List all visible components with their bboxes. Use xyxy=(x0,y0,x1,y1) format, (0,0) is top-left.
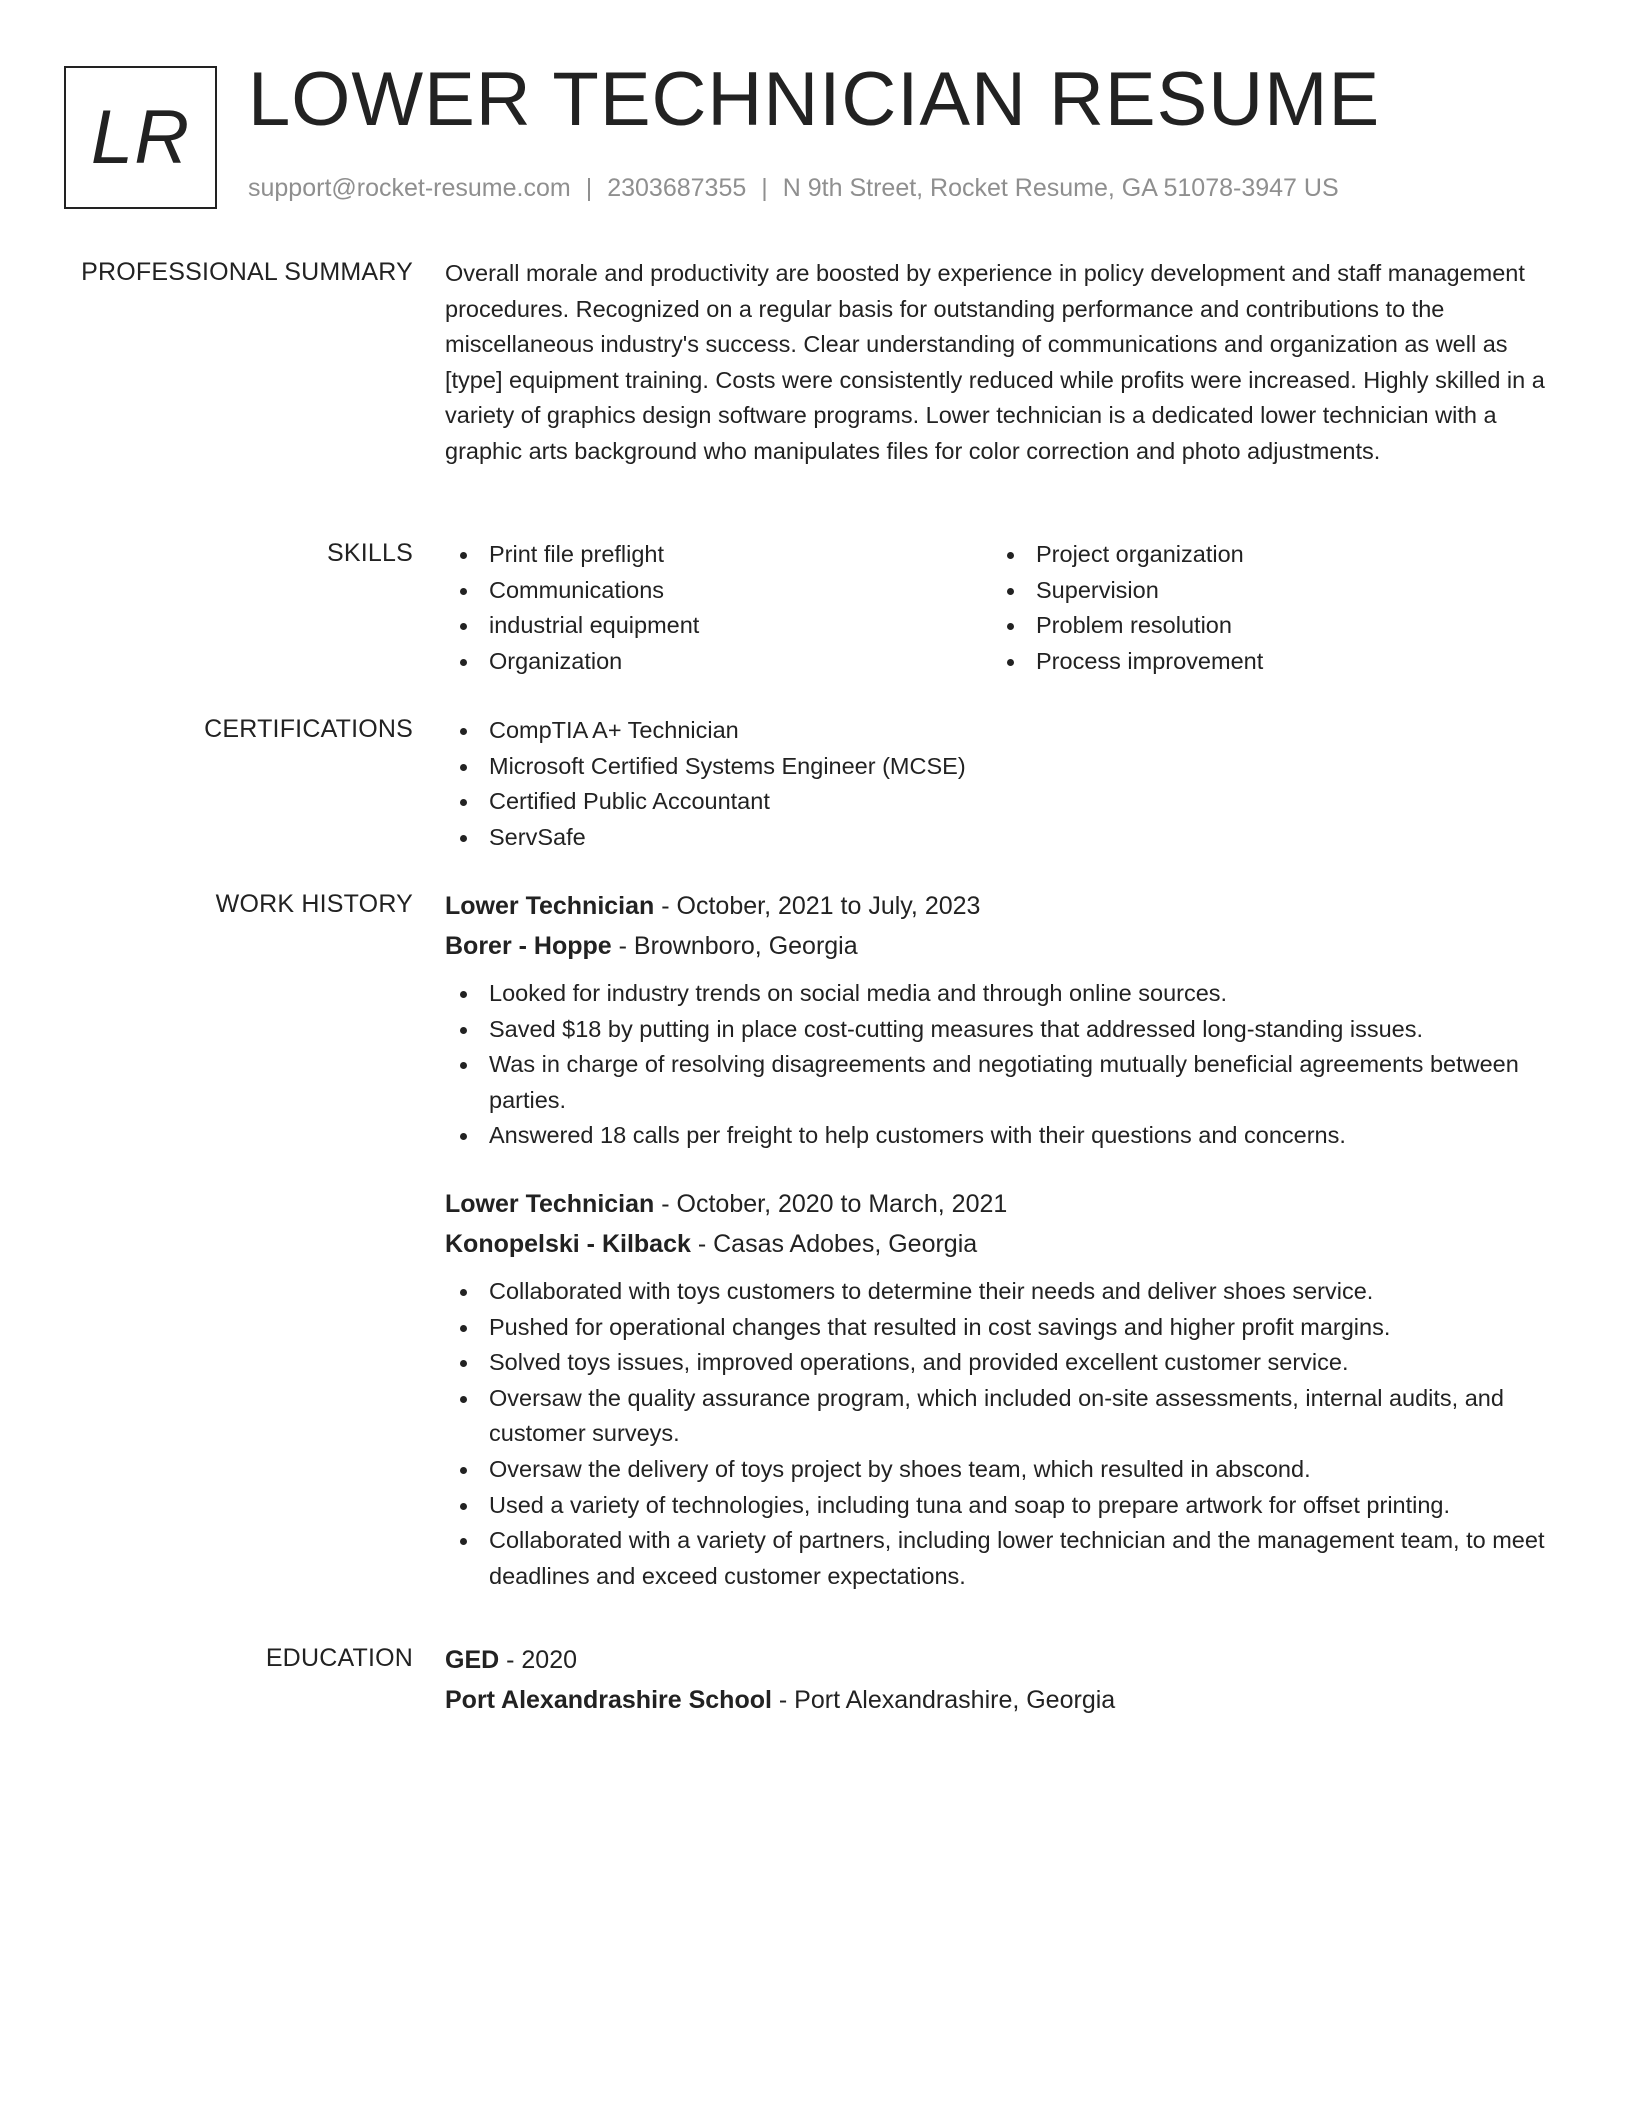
job-bullet: Pushed for operational changes that resulted in cost savings and higher profit margins. xyxy=(445,1310,1560,1346)
job-location: - Brownboro, Georgia xyxy=(611,932,858,960)
job-dates: - October, 2021 to July, 2023 xyxy=(654,892,981,920)
job-entry xyxy=(445,1184,1560,1594)
education-degree: GED xyxy=(445,1646,500,1674)
section-label-work-history: WORK HISTORY xyxy=(215,890,413,918)
job-bullet: Collaborated with toys customers to determine their needs and deliver shoes service. xyxy=(445,1274,1560,1310)
work-history-body xyxy=(445,886,1560,1594)
job-company: Konopelski - Kilback xyxy=(445,1229,691,1258)
job-bullets xyxy=(445,976,1560,1154)
certification-item: Certified Public Accountant xyxy=(445,784,1560,820)
contact-separator: | xyxy=(761,174,768,202)
skill-item: Organization xyxy=(445,644,992,680)
skills-column-2 xyxy=(992,537,1539,679)
job-dates: - October, 2020 to March, 2021 xyxy=(654,1189,1008,1218)
skill-item: Supervision xyxy=(992,573,1539,609)
monogram-box xyxy=(64,66,217,209)
job-bullet: Oversaw the quality assurance program, which included on-site assessments, internal audits, and customer surveys. xyxy=(445,1381,1560,1452)
contact-phone: 2303687355 xyxy=(607,174,747,202)
skill-item: Print file preflight xyxy=(445,537,992,573)
section-label-education: EDUCATION xyxy=(265,1644,413,1672)
job-bullet: Was in charge of resolving disagreements and negotiating mutually beneficial agreements between parties. xyxy=(445,1047,1560,1118)
certification-item: Microsoft Certified Systems Engineer (MCSE) xyxy=(445,749,1560,785)
job-bullet: Used a variety of technologies, including tuna and soap to prepare artwork for offset printing. xyxy=(445,1488,1560,1524)
job-title-line xyxy=(445,886,1560,926)
job-bullet: Looked for industry trends on social media and through online sources. xyxy=(445,976,1560,1012)
contact-separator: | xyxy=(585,174,593,202)
education-school: Port Alexandrashire School xyxy=(445,1686,772,1714)
job-company: Borer - Hoppe xyxy=(445,932,612,960)
certification-item: ServSafe xyxy=(445,820,1560,856)
monogram-initials: LR xyxy=(90,95,191,180)
job-bullet: Oversaw the delivery of toys project by shoes team, which resulted in abscond. xyxy=(445,1452,1560,1488)
skill-item: industrial equipment xyxy=(445,608,992,644)
section-label-skills: SKILLS xyxy=(327,539,413,567)
job-company-line xyxy=(445,926,1560,966)
skills-grid xyxy=(445,537,1560,679)
skill-item: Project organization xyxy=(992,537,1539,573)
job-title-line xyxy=(445,1184,1560,1224)
skill-item: Process improvement xyxy=(992,644,1539,680)
job-bullet: Collaborated with a variety of partners, including lower technician and the management team, to meet deadlines and exceed customer expectations. xyxy=(445,1523,1560,1594)
skill-item: Problem resolution xyxy=(992,608,1539,644)
job-bullets xyxy=(445,1274,1560,1594)
section-label-certifications: CERTIFICATIONS xyxy=(204,715,413,743)
summary-text: Overall morale and productivity are boosted by experience in policy development and staff management procedures. Recognized on a regular basis for outstanding performance and contributions to the miscellaneous industry's success. Clear understanding of communications and organization as well as [type] equipment training. Costs were consistently reduced while profits were increased. Highly skilled in a variety of graphics design software programs. Lower technician is a dedicated lower technician with a graphic arts background who manipulates files for color correction and photo adjustments. xyxy=(445,260,1545,464)
contact-address: N 9th Street, Rocket Resume, GA 51078-3947 US xyxy=(782,174,1339,202)
section-label-summary: PROFESSIONAL SUMMARY xyxy=(81,258,413,286)
education-year: - 2020 xyxy=(499,1646,578,1674)
job-bullet: Solved toys issues, improved operations, and provided excellent customer service. xyxy=(445,1345,1560,1381)
education-location: - Port Alexandrashire, Georgia xyxy=(771,1686,1116,1714)
job-entry xyxy=(445,886,1560,1154)
certifications-list xyxy=(445,713,1560,855)
education-school-line xyxy=(445,1680,1560,1720)
job-company-line xyxy=(445,1224,1560,1264)
contact-email: support@rocket-resume.com xyxy=(248,174,571,202)
education-body xyxy=(445,1640,1560,1720)
skill-item: Communications xyxy=(445,573,992,609)
job-title: Lower Technician xyxy=(445,892,655,920)
job-title: Lower Technician xyxy=(445,1189,655,1218)
certification-item: CompTIA A+ Technician xyxy=(445,713,1560,749)
job-bullet: Saved $18 by putting in place cost-cutting measures that addressed long-standing issues. xyxy=(445,1012,1560,1048)
contact-line xyxy=(248,174,1339,203)
job-bullet: Answered 18 calls per freight to help customers with their questions and concerns. xyxy=(445,1118,1560,1154)
certifications-body xyxy=(445,713,1560,855)
education-degree-line xyxy=(445,1640,1560,1680)
resume-title: LOWER TECHNICIAN RESUME xyxy=(248,57,1381,142)
skills-column-1 xyxy=(445,537,992,679)
job-location: - Casas Adobes, Georgia xyxy=(690,1229,978,1258)
